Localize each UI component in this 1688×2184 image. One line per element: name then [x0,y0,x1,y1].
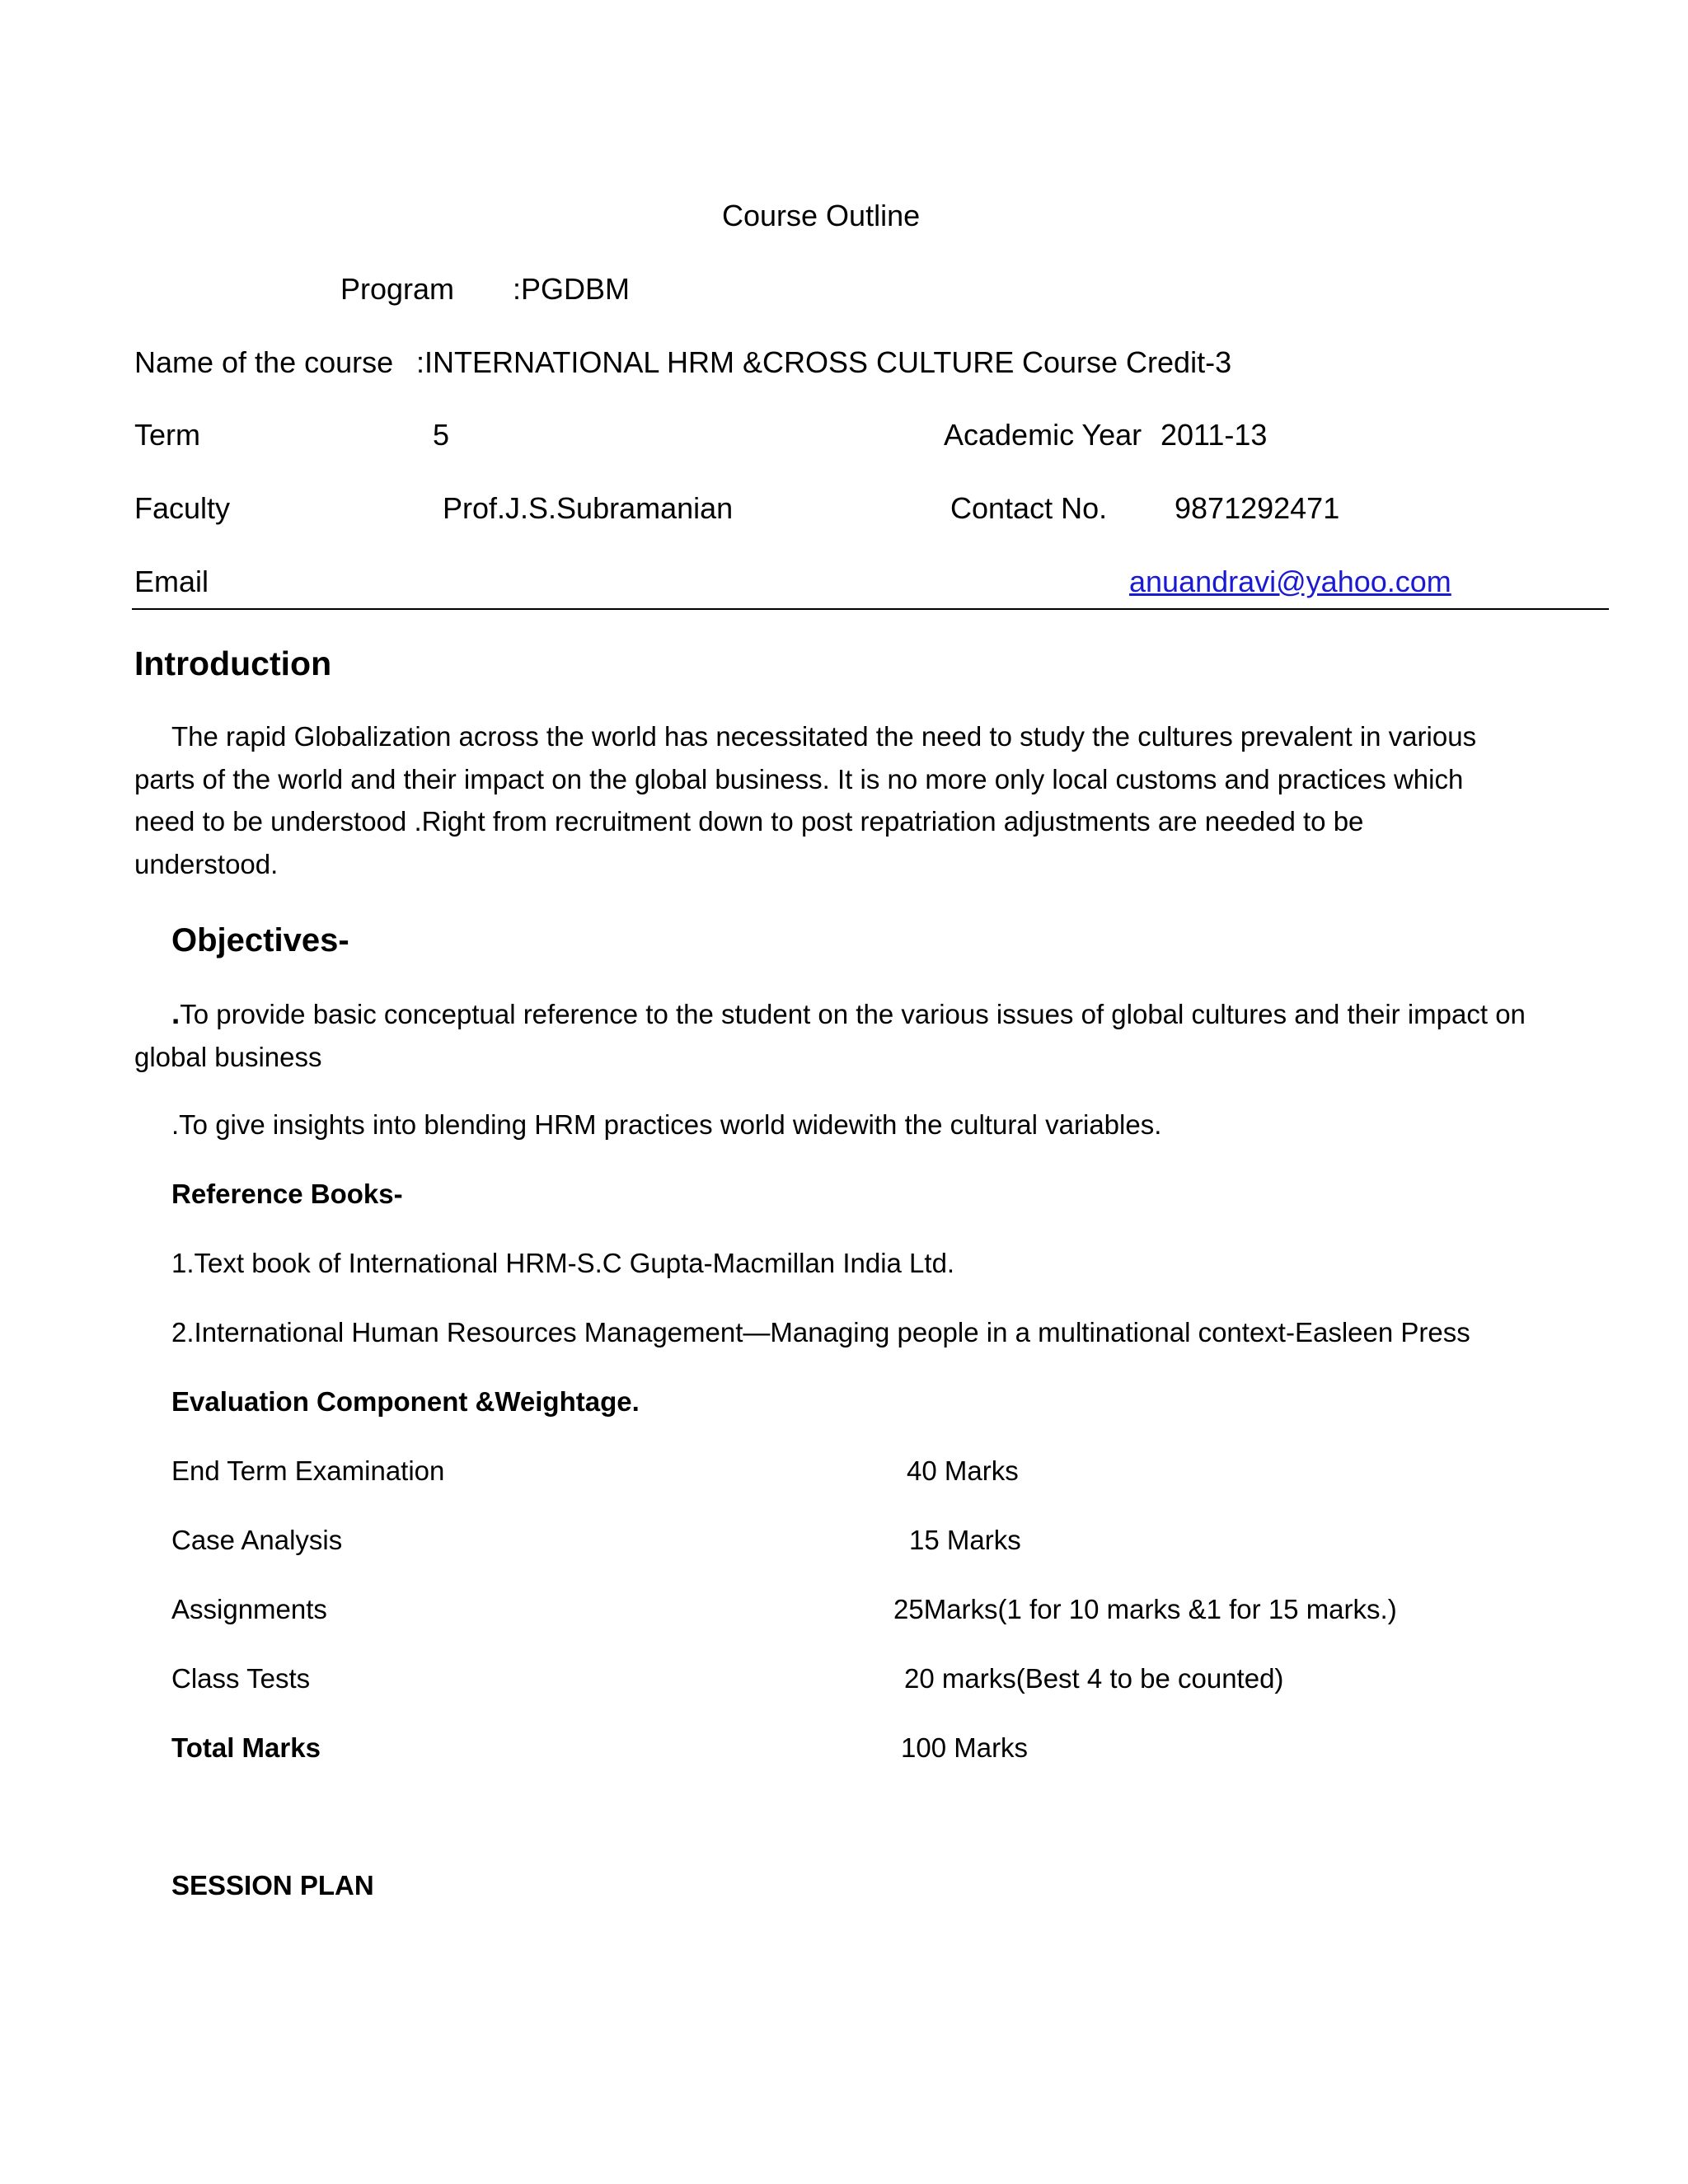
introduction-line: The rapid Globalization across the world has necessitated the need to study the cultures prevalent in various [171,721,1477,752]
total-marks-label: Total Marks [171,1732,321,1763]
evaluation-heading: Evaluation Component &Weightage. [171,1386,640,1417]
course-name-value: :INTERNATIONAL HRM &CROSS CULTURE [416,345,1015,379]
course-credit: Course Credit-3 [1022,345,1232,379]
academic-year-value: 2011-13 [1160,418,1268,452]
program-label: Program [340,272,455,306]
evaluation-row-value: 15 Marks [909,1525,1021,1555]
reference-book-2: 2.International Human Resources Management—Managing people in a multinational context-Easleen Press [171,1317,1470,1347]
header-divider [132,608,1609,610]
objective-text: To provide basic conceptual reference to the student on the various issues of global cultures and their impact on [180,999,1526,1029]
objectives-heading: Objectives- [171,922,349,958]
introduction-paragraph [134,715,1618,885]
evaluation-row-label: Assignments [171,1594,327,1624]
objective-bullet: . [171,996,181,1030]
faculty-label: Faculty [134,491,231,525]
reference-books-heading: Reference Books- [171,1179,403,1209]
contact-label: Contact No. [950,491,1108,525]
introduction-line: need to be understood .Right from recruitment down to post repatriation adjustments are needed to be [134,806,1364,837]
email-link[interactable]: anuandravi@yahoo.com [1129,565,1451,598]
evaluation-row-value: 25Marks(1 for 10 marks &1 for 15 marks.) [893,1594,1397,1624]
evaluation-row-label: Case Analysis [171,1525,343,1555]
evaluation-row-value: 40 Marks [907,1455,1019,1486]
email-label: Email [134,565,209,598]
program-value: :PGDBM [513,272,631,306]
introduction-heading: Introduction [134,644,332,682]
evaluation-row-value: 20 marks(Best 4 to be counted) [904,1663,1284,1694]
total-marks-value: 100 Marks [901,1732,1029,1763]
term-value: 5 [433,418,450,452]
academic-year-label: Academic Year [944,418,1142,452]
evaluation-row-label: Class Tests [171,1663,311,1694]
objective-item-2: .To give insights into blending HRM practices world widewith the cultural variables. [171,1109,1162,1140]
introduction-line: understood. [134,848,279,879]
objective-item-1 [134,992,1618,1078]
session-plan-heading: SESSION PLAN [171,1870,374,1900]
evaluation-row-label: End Term Examination [171,1455,445,1486]
term-label: Term [134,418,200,452]
objective-text-continued: global business [134,1041,322,1072]
contact-value: 9871292471 [1175,491,1340,525]
course-name-label: Name of the course [134,345,394,379]
introduction-line: parts of the world and their impact on the global business. It is no more only local customs and practices which [134,763,1464,794]
faculty-value: Prof.J.S.Subramanian [443,491,734,525]
reference-book-1: 1.Text book of International HRM-S.C Gupta-Macmillan India Ltd. [171,1248,955,1278]
page-title: Course Outline [722,199,921,232]
